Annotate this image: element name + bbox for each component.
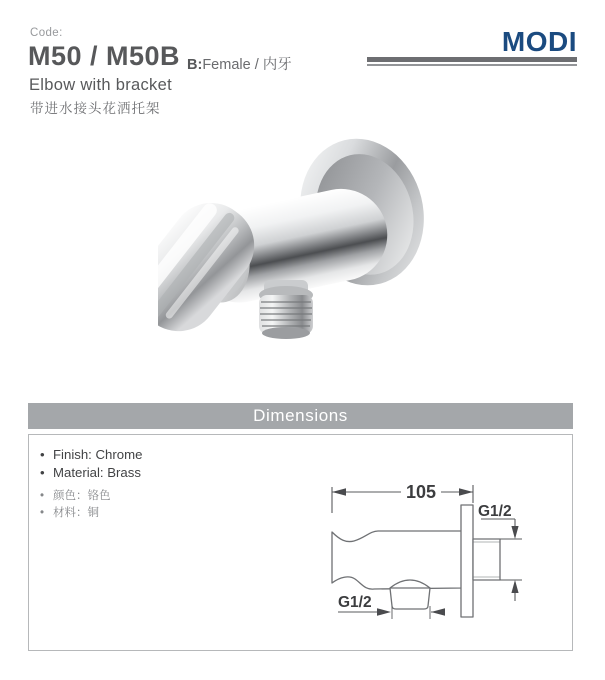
specs-list-en — [40, 446, 142, 481]
variant-prefix: B: — [187, 57, 203, 73]
specs-list-zh — [40, 488, 111, 522]
product-photo — [158, 124, 450, 368]
product-name-en: Elbow with bracket — [29, 76, 172, 94]
modi-logo: MODI — [501, 26, 577, 57]
code-label: Code: — [30, 27, 63, 39]
dim-width-label: 105 — [405, 482, 437, 502]
model-number: M50 / M50B — [28, 41, 181, 71]
logo-underline-light — [367, 64, 577, 66]
spec-finish: • Finish: Chrome — [40, 446, 142, 464]
spec-material: • Material: Brass — [40, 464, 142, 482]
spec-finish-zh: • 颜色：铬色 — [40, 488, 111, 505]
logo-underline-dark — [367, 57, 577, 62]
drawing-inlet-stub — [473, 539, 500, 580]
variant-text: Female / 内牙 — [202, 57, 292, 73]
product-name-zh: 带进水接头花洒托架 — [30, 101, 161, 116]
dimension-drawing — [325, 473, 581, 645]
drawing-outlet-nut — [390, 588, 430, 609]
dimensions-section-header: Dimensions — [28, 403, 573, 429]
photo-threaded-outlet — [259, 280, 313, 339]
dim-thread-inlet-label: G1/2 — [478, 503, 512, 520]
dim-thread-outlet-label: G1/2 — [338, 594, 372, 611]
variant-label — [187, 53, 292, 74]
spec-material-zh: • 材料：铜 — [40, 505, 111, 522]
drawing-wall-plate — [461, 505, 473, 617]
